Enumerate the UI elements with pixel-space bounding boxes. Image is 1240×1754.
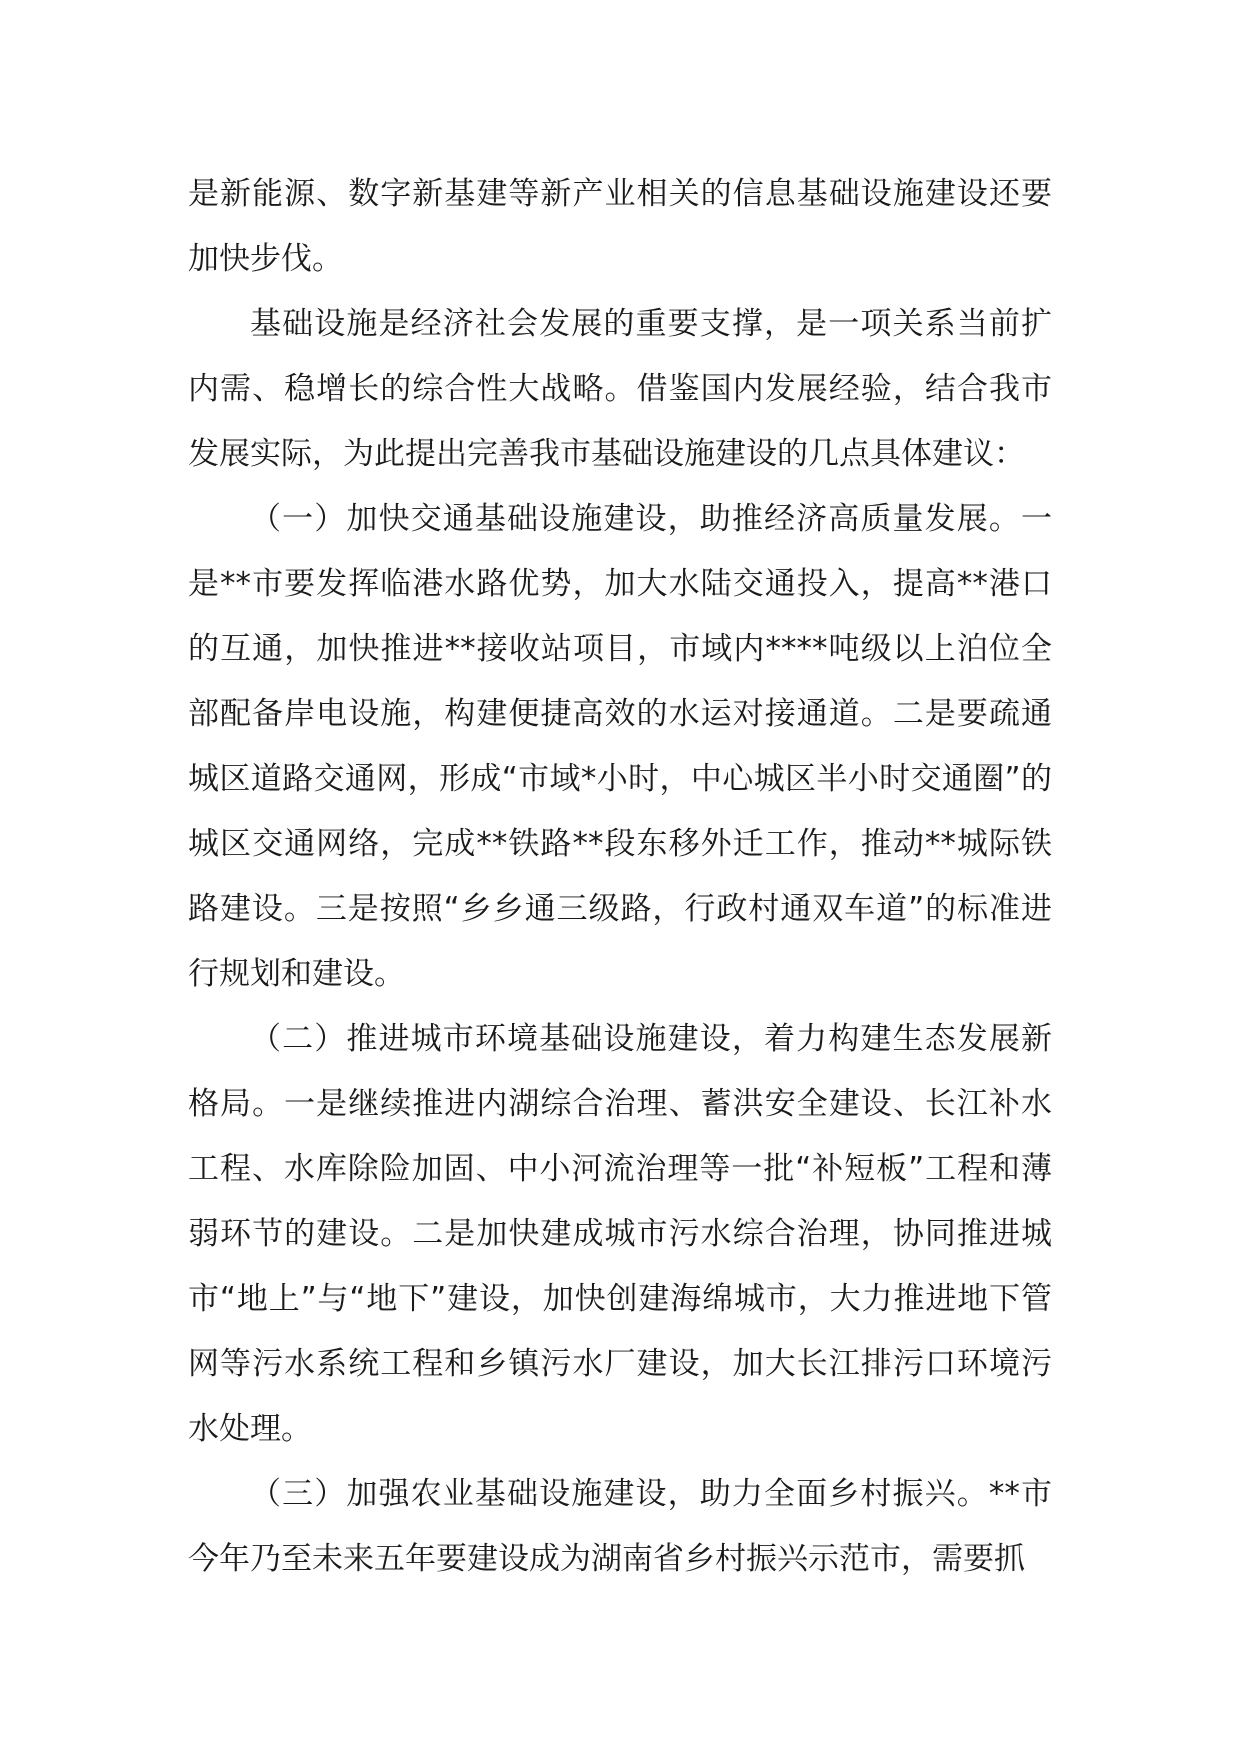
- paragraph-environment: （二）推进城市环境基础设施建设，着力构建生态发展新格局。一是继续推进内湖综合治理、蓄洪安全建设、长江补水工程、水库除险加固、中小河流治理等一批“补短板”工程和薄弱环节的建设。二是加快建成城市污水综合治理，协同推进城市“地上”与“地下”建设，加快创建海绵城市，大力推进地下管网等污水系统工程和乡镇污水厂建设，加大长江排污口环境污水处理。: [188, 1021, 1052, 1447]
- paragraph-intro: 基础设施是经济社会发展的重要支撑，是一项关系当前扩内需、稳增长的综合性大战略。借鉴国内发展经验，结合我市发展实际，为此提出完善我市基础设施建设的几点具体建议：: [188, 306, 1052, 472]
- paragraph-transport: （一）加快交通基础设施建设，助推经济高质量发展。一是**市要发挥临港水路优势，加大水陆交通投入，提高**港口的互通，加快推进**接收站项目，市域内****吨级以上泊位全部配备岸电设施，构建便捷高效的水运对接通道。二是要疏通城区道路交通网，形成“市域*小时，中心城区半小时交通圈”的城区交通网络，完成**铁路**段东移外迁工作，推动**城际铁路建设。三是按照“乡乡通三级路，行政村通双车道”的标准进行规划和建设。: [188, 501, 1052, 992]
- document-body: [188, 162, 1052, 1592]
- paragraph-agriculture: （三）加强农业基础设施建设，助力全面乡村振兴。**市今年乃至未来五年要建设成为湖南省乡村振兴示范市，需要抓: [188, 1476, 1052, 1577]
- paragraph-continuation: 是新能源、数字新基建等新产业相关的信息基础设施建设还要加快步伐。: [188, 176, 1052, 277]
